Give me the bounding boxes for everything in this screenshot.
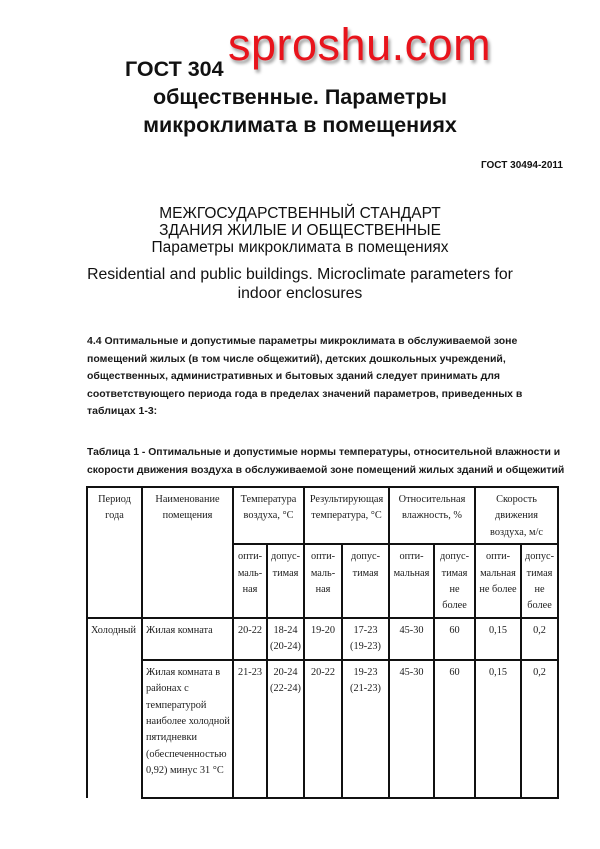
standard-line-2: ЗДАНИЯ ЖИЛЫЕ И ОБЩЕСТВЕННЫЕ	[159, 222, 441, 239]
cell-speed-opt: 0,15	[475, 618, 521, 660]
cell-speed-opt: 0,15	[475, 660, 521, 798]
subheader-speed-opt: опти-мальная не более	[475, 544, 521, 618]
table-caption: Таблица 1 - Оптимальные и допустимые нормы температуры, относительной влажности и скорости движения воздуха в обслуживаемой зоне помещений жилых зданий и общежитий	[87, 447, 565, 476]
cell-result-temp-opt: 20-22	[304, 660, 342, 798]
cell-air-temp-opt: 20-22	[233, 618, 267, 660]
subheader-air-temp-adm: допус-тимая	[267, 544, 304, 618]
table-row	[87, 618, 558, 660]
standard-line-3: Параметры микроклимата в помещениях	[151, 239, 449, 256]
header-period: Период года	[87, 487, 142, 618]
clause-4-4: 4.4 Оптимальные и допустимые параметры микроклимата в обслуживаемой зоне помещений жилых (в том числе общежитий), детских дошкольных учреждений, общественных, административных и бытовых зданий следует принимать для соответствующего периода года в пределах значений параметров, приведенных в таблицах 1-3:	[87, 335, 523, 418]
cell-humidity-opt: 45-30	[389, 618, 434, 660]
cell-speed-adm: 0,2	[521, 618, 558, 660]
subheader-result-temp-adm: допус-тимая	[342, 544, 389, 618]
table-header-row	[87, 487, 558, 544]
english-title	[0, 265, 600, 303]
table-row	[87, 660, 558, 798]
watermark: sproshu.com	[228, 19, 492, 70]
title-line-3: микроклимата в помещениях	[143, 113, 457, 137]
subheader-humidity-opt: опти-мальная	[389, 544, 434, 618]
cell-air-temp-opt: 21-23	[233, 660, 267, 798]
header-room: Наименование помещения	[142, 487, 233, 618]
subheader-speed-adm: допус-тимая не более	[521, 544, 558, 618]
header-air-speed: Скорость движения воздуха, м/с	[475, 487, 558, 544]
cell-speed-adm: 0,2	[521, 660, 558, 798]
english-title-line-2: indoor enclosures	[237, 285, 363, 302]
title-line-1: ГОСТ 304	[125, 57, 224, 81]
cell-result-temp-opt: 19-20	[304, 618, 342, 660]
header-air-temp: Температура воздуха, °С	[233, 487, 304, 544]
subheader-result-temp-opt: опти-маль-ная	[304, 544, 342, 618]
subheader-air-temp-opt: опти-маль-ная	[233, 544, 267, 618]
cell-period: Холодный	[87, 618, 142, 798]
cell-room: Жилая комната в районах с температурой наиболее холодной пятидневки (обеспеченностью 0,92) минус 31 °С	[142, 660, 233, 798]
header-humidity: Относительная влажность, %	[389, 487, 475, 544]
cell-air-temp-adm: 20-24 (22-24)	[267, 660, 304, 798]
header-result-temp: Результирующая температура, °С	[304, 487, 389, 544]
english-title-line-1: Residential and public buildings. Microclimate parameters for	[87, 266, 513, 283]
cell-result-temp-adm: 19-23 (21-23)	[342, 660, 389, 798]
gost-code: ГОСТ 30494-2011	[480, 160, 563, 171]
subheader-humidity-adm: допус-тимая не более	[434, 544, 475, 618]
cell-room: Жилая комната	[142, 618, 233, 660]
norms-table	[86, 486, 559, 799]
standard-line-1: МЕЖГОСУДАРСТВЕННЫЙ СТАНДАРТ	[159, 205, 441, 222]
standard-heading	[0, 205, 600, 256]
cell-air-temp-adm: 18-24 (20-24)	[267, 618, 304, 660]
cell-humidity-opt: 45-30	[389, 660, 434, 798]
cell-result-temp-adm: 17-23 (19-23)	[342, 618, 389, 660]
cell-humidity-adm: 60	[434, 618, 475, 660]
title-line-2: общественные. Параметры	[153, 85, 447, 109]
cell-humidity-adm: 60	[434, 660, 475, 798]
